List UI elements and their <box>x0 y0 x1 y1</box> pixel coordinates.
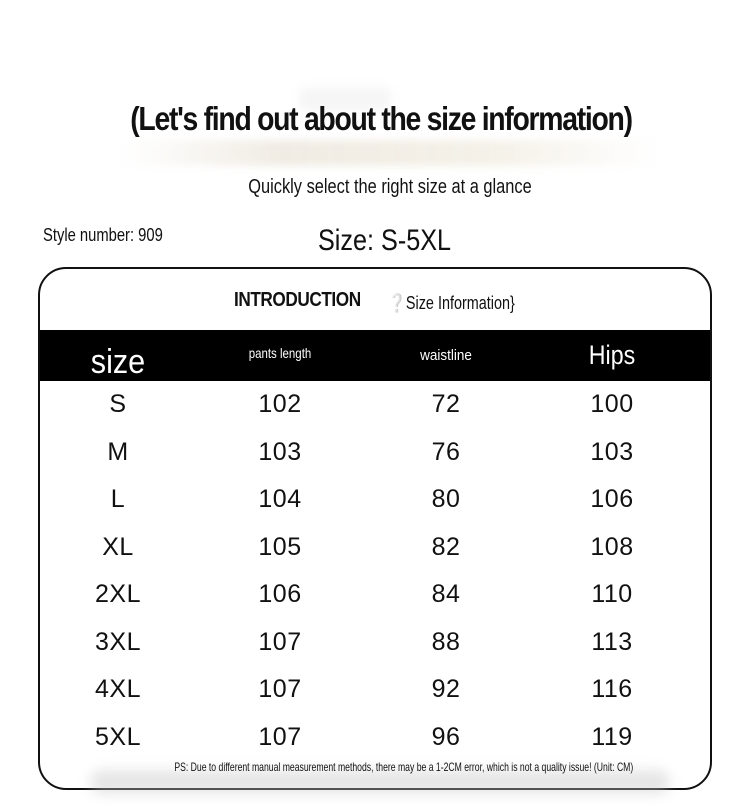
column-header-hips: Hips <box>588 340 636 370</box>
measurement-note: PS: Due to different manual measurement methods, there may be a 1-2CM error, which is not a quality issue! (Unit: CM) <box>174 760 634 774</box>
waistline-cell: 82 <box>431 532 461 561</box>
table-row <box>40 571 710 619</box>
page-headline: (Let's find out about the size information) <box>130 100 632 137</box>
table-body <box>40 381 710 761</box>
pants-length-cell: 107 <box>258 722 302 751</box>
waistline-cell: 76 <box>431 437 461 466</box>
table-row <box>40 476 710 524</box>
background-ghost-text <box>120 140 660 166</box>
column-header-pants-length: pants length <box>248 344 312 361</box>
table-row <box>40 381 710 429</box>
hips-cell: 100 <box>590 390 634 418</box>
size-information-label: ❔Size Information} <box>388 293 515 313</box>
hips-cell: 103 <box>590 437 634 466</box>
table-row <box>40 666 710 714</box>
size-cell: 3XL <box>95 627 141 656</box>
waistline-cell: 88 <box>431 627 461 656</box>
size-cell: M <box>107 437 129 466</box>
size-cell: 4XL <box>95 675 141 703</box>
waistline-cell: 80 <box>431 485 461 513</box>
pants-length-cell: 107 <box>258 627 302 656</box>
column-header-waistline: waistline <box>420 347 472 364</box>
pants-length-cell: 103 <box>258 437 302 466</box>
column-header-size: size <box>90 343 146 381</box>
table-row <box>40 619 710 667</box>
table-row <box>40 524 710 572</box>
hips-cell: 116 <box>591 675 633 703</box>
hips-cell: 110 <box>591 580 633 608</box>
pants-length-cell: 102 <box>258 390 302 418</box>
size-range: Size: S-5XL <box>318 224 452 257</box>
size-table-card <box>38 267 712 790</box>
pants-length-cell: 106 <box>258 580 302 608</box>
style-number: Style number: 909 <box>43 225 163 245</box>
hips-cell: 106 <box>590 485 634 513</box>
table-row <box>40 429 710 477</box>
waistline-cell: 96 <box>431 722 461 751</box>
table-row <box>40 714 710 762</box>
pants-length-cell: 105 <box>258 532 302 561</box>
waistline-cell: 92 <box>431 675 461 703</box>
size-cell: 2XL <box>95 580 141 608</box>
introduction-label: INTRODUCTION <box>234 289 361 311</box>
hips-cell: 119 <box>591 722 633 751</box>
size-cell: XL <box>102 532 134 561</box>
size-cell: S <box>109 390 127 418</box>
table-header <box>40 330 710 381</box>
size-cell: 5XL <box>95 722 141 751</box>
pants-length-cell: 104 <box>258 485 302 513</box>
hips-cell: 108 <box>590 532 634 561</box>
pants-length-cell: 107 <box>258 675 302 703</box>
hips-cell: 113 <box>591 627 633 656</box>
page-subtitle: Quickly select the right size at a glance <box>248 176 532 198</box>
size-cell: L <box>110 485 126 513</box>
waistline-cell: 72 <box>431 390 461 418</box>
card-title-row <box>40 269 710 330</box>
waistline-cell: 84 <box>431 580 461 608</box>
